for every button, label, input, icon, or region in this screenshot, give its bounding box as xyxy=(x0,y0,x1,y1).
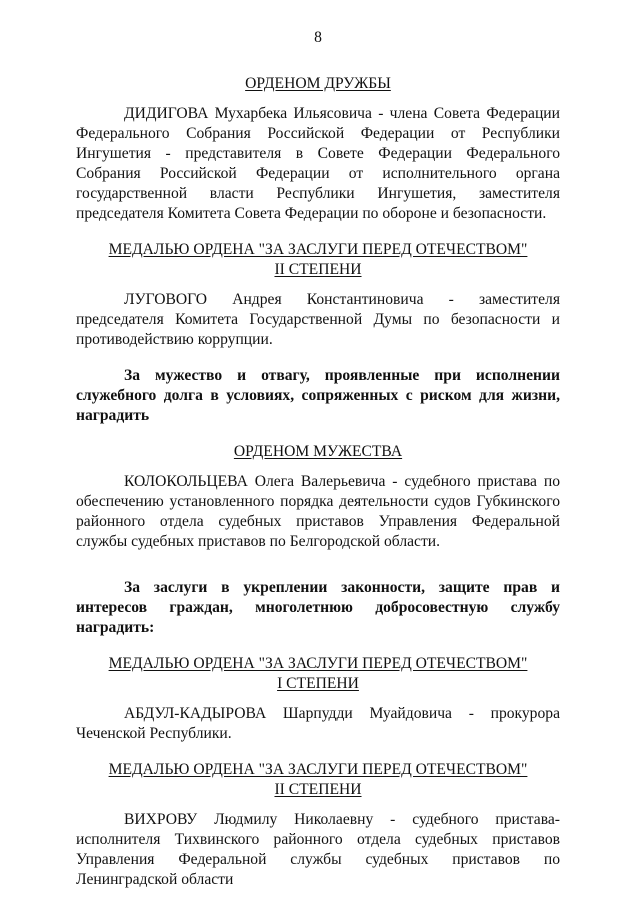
document-page xyxy=(76,28,560,890)
award-heading-medal-merit-first-line1: МЕДАЛЬЮ ОРДЕНА "ЗА ЗАСЛУГИ ПЕРЕД ОТЕЧЕСТВОМ" xyxy=(108,655,528,672)
decree-statement-courage: За мужество и отвагу, проявленные при исполнении служебного долга в условиях, сопряженных с риском для жизни, наградить xyxy=(76,367,560,424)
recipient-paragraph-lugovoy: ЛУГОВОГО Андрея Константиновича - заместителя председателя Комитета Государственной Думы по безопасности и противодействию коррупции. xyxy=(76,291,560,348)
recipient-paragraph-didigov: ДИДИГОВА Мухарбека Ильясовича - члена Совета Федерации Федерального Собрания Российской Федерации от Республики Ингушетия - представителя в Совете Федерации Федерального Собрания Российской Федерации от исполнительного органа государственной власти Республики Ингушетия, заместителя председателя Комитета Совета Федерации по обороне и безопасности. xyxy=(76,105,560,222)
decree-statement-legality: За заслуги в укреплении законности, защите прав и интересов граждан, многолетнюю добросовестную службу наградить: xyxy=(76,579,560,636)
award-heading-order-of-courage: ОРДЕНОМ МУЖЕСТВА xyxy=(233,443,403,460)
award-heading-order-of-friendship: ОРДЕНОМ ДРУЖБЫ xyxy=(245,75,391,92)
award-heading-medal-merit-line1: МЕДАЛЬЮ ОРДЕНА "ЗА ЗАСЛУГИ ПЕРЕД ОТЕЧЕСТВОМ" xyxy=(108,241,528,258)
recipient-paragraph-vikhrova: ВИХРОВУ Людмилу Николаевну - судебного пристава-исполнителя Тихвинского районного отдела судебных приставов Управления Федеральной службы судебных приставов по Ленинградской области xyxy=(76,811,560,888)
award-heading-medal-merit-second-degree: II СТЕПЕНИ xyxy=(274,781,362,798)
award-heading-medal-merit-degree: II СТЕПЕНИ xyxy=(274,261,362,278)
award-heading-medal-merit-first-degree: I СТЕПЕНИ xyxy=(277,675,359,692)
recipient-paragraph-abdul-kadyrov: АБДУЛ-КАДЫРОВА Шарпудди Муайдовича - прокурора Чеченской Республики. xyxy=(76,705,560,742)
recipient-paragraph-kolokoltsev: КОЛОКОЛЬЦЕВА Олега Валерьевича - судебного пристава по обеспечению установленного порядка деятельности судов Губкинского районного отдела судебных приставов Управления Федеральной службы судебных приставов по Белгородской области. xyxy=(76,473,560,550)
page-number: 8 xyxy=(314,29,322,46)
award-heading-medal-merit-second-line1: МЕДАЛЬЮ ОРДЕНА "ЗА ЗАСЛУГИ ПЕРЕД ОТЕЧЕСТВОМ" xyxy=(108,761,528,778)
